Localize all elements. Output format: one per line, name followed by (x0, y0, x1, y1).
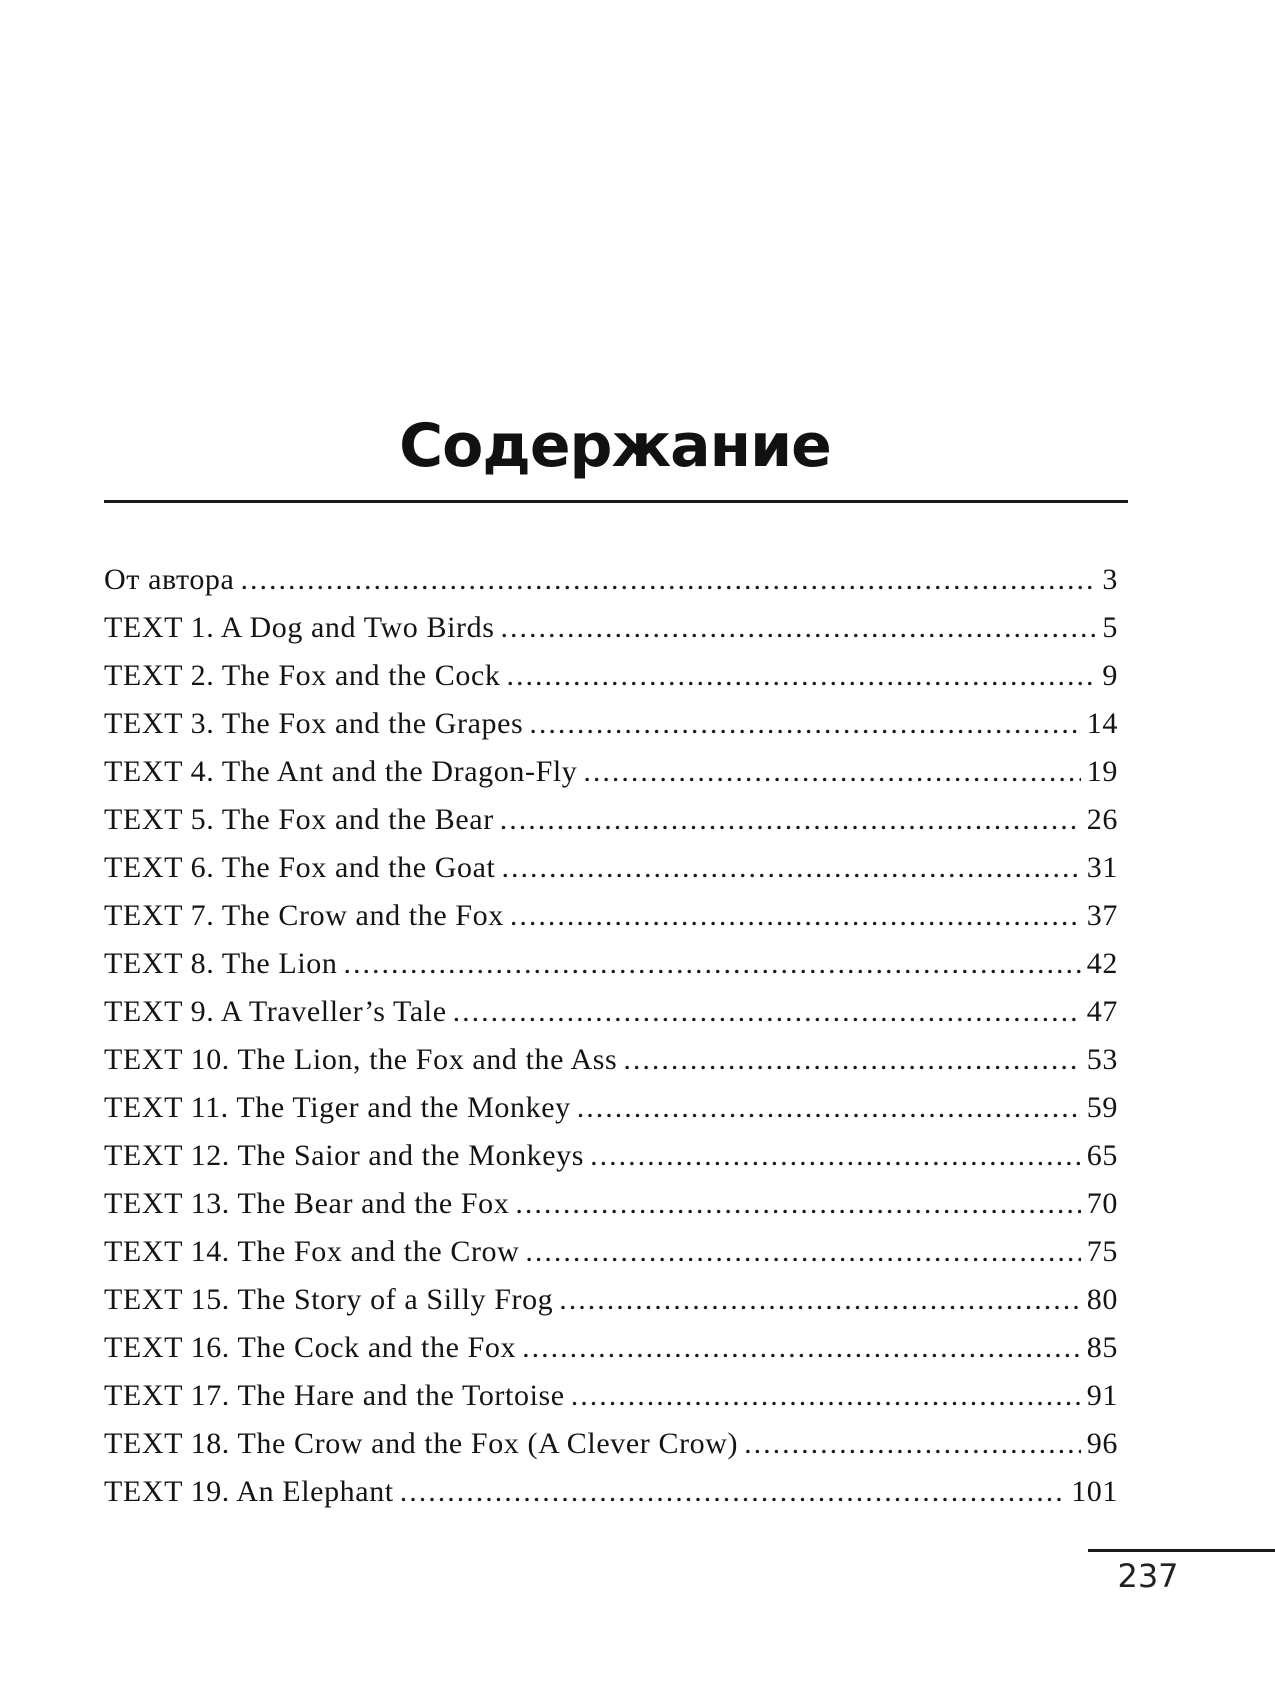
toc-dot-leader (343, 940, 1080, 988)
toc-entry-page: 5 (1102, 611, 1118, 644)
toc-entry-title: TEXT 19. An Elephant (104, 1475, 394, 1508)
toc-entry-page: 91 (1086, 1379, 1118, 1412)
toc-dot-leader (623, 1036, 1080, 1084)
toc-entry-page: 85 (1086, 1331, 1118, 1364)
toc-entry (104, 1324, 1118, 1372)
toc-dot-leader (510, 892, 1081, 940)
toc-entry-title: TEXT 15. The Story of a Silly Frog (104, 1283, 554, 1316)
toc-entry-title: TEXT 10. The Lion, the Fox and the Ass (104, 1043, 618, 1076)
toc-entry-title: TEXT 5. The Fox and the Bear (104, 803, 494, 836)
toc-dot-leader (240, 556, 1096, 604)
toc-entry-title: TEXT 6. The Fox and the Goat (104, 851, 496, 884)
toc-entry (104, 1420, 1118, 1468)
table-of-contents (104, 556, 1118, 1516)
toc-entry (104, 556, 1118, 604)
toc-entry (104, 940, 1118, 988)
toc-entry (104, 652, 1118, 700)
title-divider (104, 500, 1128, 503)
toc-entry (104, 844, 1118, 892)
toc-entry (104, 1276, 1118, 1324)
toc-dot-leader (559, 1276, 1081, 1324)
toc-dot-leader (500, 796, 1081, 844)
toc-entry-page: 26 (1086, 803, 1118, 836)
toc-entry-page: 80 (1086, 1283, 1118, 1316)
toc-entry (104, 604, 1118, 652)
toc-entry (104, 1228, 1118, 1276)
toc-entry (104, 1372, 1118, 1420)
toc-entry-title: TEXT 3. The Fox and the Grapes (104, 707, 524, 740)
toc-dot-leader (525, 1228, 1080, 1276)
toc-dot-leader (501, 604, 1097, 652)
toc-entry-title: TEXT 18. The Crow and the Fox (A Clever Crow) (104, 1427, 739, 1460)
footer-divider (1088, 1549, 1275, 1552)
toc-entry (104, 1084, 1118, 1132)
toc-entry-title: TEXT 12. The Saior and the Monkeys (104, 1139, 585, 1172)
toc-entry-title: TEXT 17. The Hare and the Tortoise (104, 1379, 565, 1412)
toc-entry (104, 988, 1118, 1036)
toc-dot-leader (577, 1084, 1081, 1132)
toc-entry-page: 14 (1086, 707, 1118, 740)
toc-entry (104, 748, 1118, 796)
toc-dot-leader (453, 988, 1081, 1036)
toc-entry (104, 1180, 1118, 1228)
toc-entry-page: 101 (1071, 1475, 1118, 1508)
toc-dot-leader (583, 748, 1080, 796)
toc-entry-title: TEXT 14. The Fox and the Crow (104, 1235, 520, 1268)
toc-dot-leader (501, 844, 1080, 892)
toc-entry (104, 1132, 1118, 1180)
toc-dot-leader (590, 1132, 1081, 1180)
toc-entry-page: 70 (1086, 1187, 1118, 1220)
toc-dot-leader (522, 1324, 1081, 1372)
toc-dot-leader (571, 1372, 1081, 1420)
toc-entry-title: TEXT 7. The Crow and the Fox (104, 899, 504, 932)
toc-entry-page: 65 (1086, 1139, 1118, 1172)
toc-entry (104, 1468, 1118, 1516)
toc-dot-leader (515, 1180, 1080, 1228)
toc-entry-title: TEXT 11. The Tiger and the Monkey (104, 1091, 571, 1124)
toc-entry-page: 53 (1086, 1043, 1118, 1076)
toc-entry-page: 96 (1086, 1427, 1118, 1460)
toc-entry-page: 37 (1086, 899, 1118, 932)
toc-entry-title: TEXT 4. The Ant and the Dragon-Fly (104, 755, 578, 788)
page-title: Содержание (399, 411, 831, 481)
toc-dot-leader (744, 1420, 1081, 1468)
page-number: 237 (1117, 1557, 1179, 1595)
toc-entry-page: 47 (1086, 995, 1118, 1028)
toc-entry-page: 19 (1086, 755, 1118, 788)
toc-dot-leader (506, 652, 1096, 700)
toc-dot-leader (400, 1468, 1065, 1516)
toc-entry-page: 59 (1086, 1091, 1118, 1124)
toc-entry (104, 700, 1118, 748)
toc-entry (104, 892, 1118, 940)
toc-entry-page: 9 (1102, 659, 1118, 692)
toc-entry-title: TEXT 9. A Traveller’s Tale (104, 995, 447, 1028)
toc-entry-title: TEXT 8. The Lion (104, 947, 338, 980)
toc-dot-leader (529, 700, 1080, 748)
toc-entry-title: TEXT 2. The Fox and the Cock (104, 659, 501, 692)
toc-entry (104, 1036, 1118, 1084)
toc-entry-page: 31 (1086, 851, 1118, 884)
toc-entry-title: TEXT 13. The Bear and the Fox (104, 1187, 510, 1220)
toc-entry-title: TEXT 16. The Cock and the Fox (104, 1331, 517, 1364)
toc-entry (104, 796, 1118, 844)
toc-entry-title: От автора (104, 563, 235, 596)
toc-entry-title: TEXT 1. A Dog and Two Birds (104, 611, 495, 644)
toc-entry-page: 3 (1102, 563, 1118, 596)
toc-entry-page: 75 (1086, 1235, 1118, 1268)
toc-entry-page: 42 (1086, 947, 1118, 980)
